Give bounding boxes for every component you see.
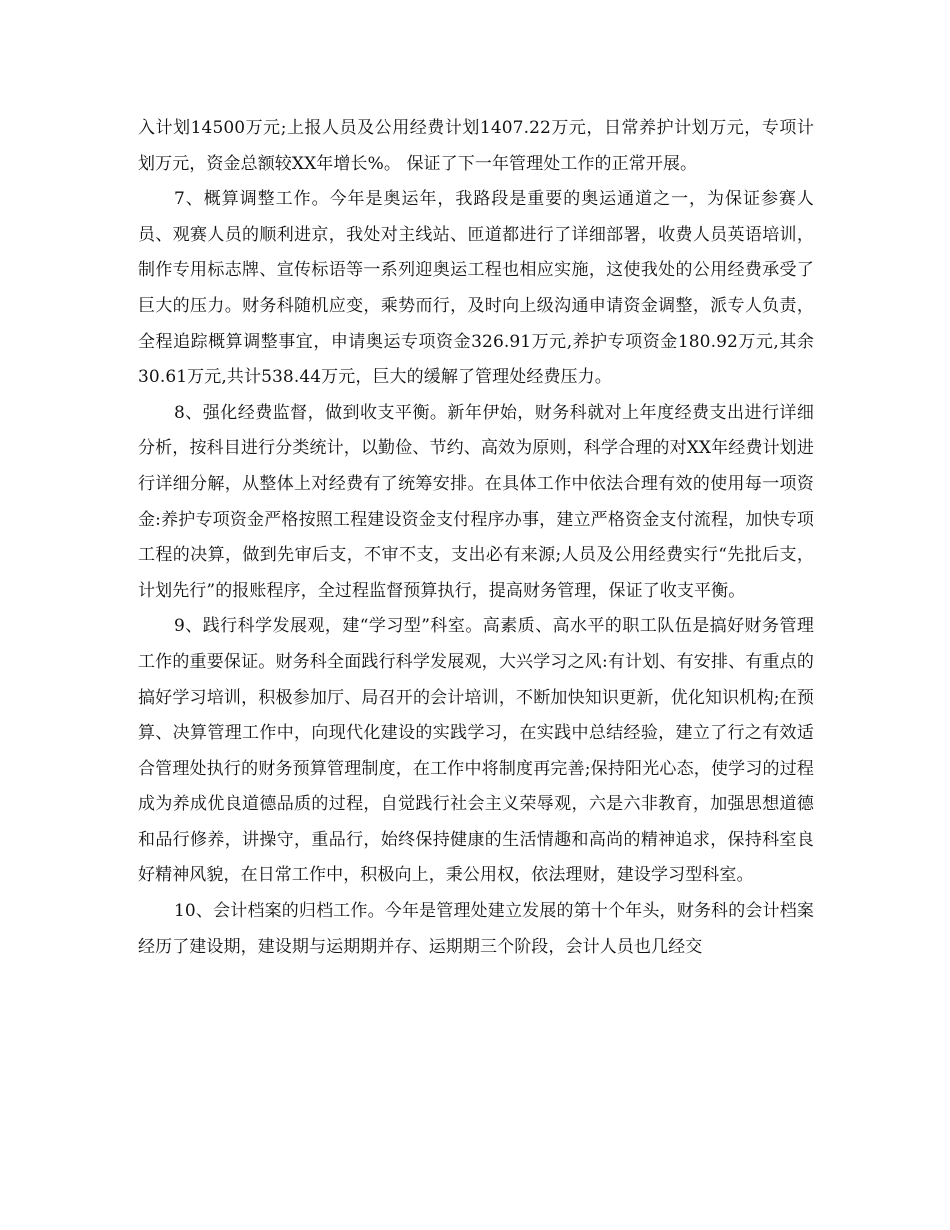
paragraph-expense-supervision: 8、强化经费监督，做到收支平衡。新年伊始，财务科就对上年度经费支出进行详细分析，按科目进行分类统计，以勤俭、节约、高效为原则，科学合理的对XX年经费计划进行详细分解，从整体上对经费有了统筹安排。在具体工作中依法合理有效的使用每一项资金:养护专项资金严格按照工程建设资金支付程序办事，建立严格资金支付流程，加快专项工程的决算，做到先审后支，不审不支，支出必有来源;人员及公用经费实行“先批后支，计划先行”的报账程序，全过程监督预算执行，提高财务管理，保证了收支平衡。: [138, 402, 814, 601]
paragraph-learning-office: 9、践行科学发展观，建“学习型”科室。高素质、高水平的职工队伍是搞好财务管理工作的重要保证。财务科全面践行科学发展观，大兴学习之风:有计划、有安排、有重点的搞好学习培训，积极参加厅、局召开的会计培训，不断加快知识更新，优化知识机构;在预算、决算管理工作中，向现代化建设的实践学习，在实践中总结经验，建立了行之有效适合管理处执行的财务预算管理制度，在工作中将制度再完善;保持阳光心态，使学习的过程成为养成优良道德品质的过程，自觉践行社会主义荣辱观，六是六非教育，加强思想道德和品行修养，讲操守，重品行，始终保持健康的生活情趣和高尚的精神追求，保持科室良好精神风貌，在日常工作中，积极向上，秉公用权，依法理财，建设学习型科室。: [138, 616, 814, 886]
paragraph-budget-adjustment: 7、概算调整工作。今年是奥运年，我路段是重要的奥运通道之一，为保证参赛人员、观赛人员的顺利进京，我处对主线站、匝道都进行了详细部署，收费人员英语培训，制作专用标志牌、宣传标语等一系列迎奥运工程也相应实施，这使我处的公用经费承受了巨大的压力。财务科随机应变，乘势而行，及时向上级沟通申请资金调整，派专人负责，全程追踪概算调整事宜，申请奥运专项资金326.91万元,养护专项资金180.92万元,其余30.61万元,共计538.44万元，巨大的缓解了管理处经费压力。: [138, 189, 814, 388]
paragraph-archive-filing: 10、会计档案的归档工作。今年是管理处建立发展的第十个年头，财务科的会计档案经历了建设期，建设期与运期期并存、运期期三个阶段，会计人员也几经交: [138, 901, 814, 957]
paragraph-continuation: 入计划14500万元;上报人员及公用经费计划1407.22万元，日常养护计划万元，专项计划万元，资金总额较XX年增长%。 保证了下一年管理处工作的正常开展。: [138, 118, 814, 174]
document-body: [138, 111, 814, 965]
